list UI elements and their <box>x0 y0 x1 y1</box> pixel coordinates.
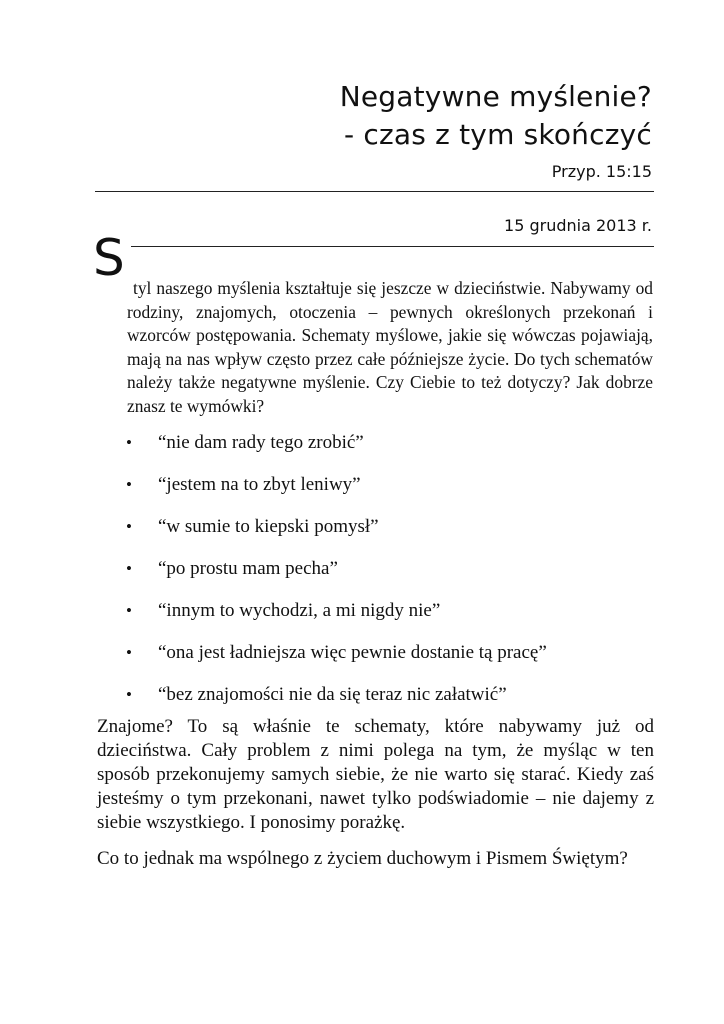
list-item-text: “bez znajomości nie da się teraz nic załatwić” <box>158 684 507 705</box>
article-title-line-1: Negatywne myślenie? <box>339 80 652 113</box>
bullet-icon: • <box>126 559 132 578</box>
article-date: 15 grudnia 2013 r. <box>504 216 652 235</box>
list-item <box>0 470 724 500</box>
bullet-icon: • <box>126 475 132 494</box>
list-item <box>0 512 724 542</box>
bullet-icon: • <box>126 685 132 704</box>
list-item <box>0 638 724 668</box>
list-item-text: “innym to wychodzi, a mi nigdy nie” <box>158 600 441 621</box>
bullet-icon: • <box>126 517 132 536</box>
bullet-icon: • <box>126 643 132 662</box>
scripture-reference: Przyp. 15:15 <box>551 162 652 181</box>
list-item-text: “jestem na to zbyt leniwy” <box>158 474 361 495</box>
list-item-text: “po prostu mam pecha” <box>158 558 338 579</box>
drop-cap-rule <box>131 246 654 247</box>
body-paragraph-1: Znajome? To są właśnie te schematy, które nabywamy już od dzieciństwa. Cały problem z nimi polega na tym, że myśląc w ten sposób przekonujemy samych siebie, że nie warto się starać. Kiedy zaś jesteśmy o tym przekonani, nawet tylko podświadomie – nie dajemy z siebie wszystkiego. I ponosimy porażkę. <box>97 716 654 833</box>
list-item-text: “w sumie to kiepski pomysł” <box>158 516 379 537</box>
drop-cap-letter: S <box>93 229 125 287</box>
bullet-icon: • <box>126 433 132 452</box>
body-paragraph-2: Co to jednak ma wspólnego z życiem duchowym i Pismem Świętym? <box>97 848 628 869</box>
list-item <box>0 554 724 584</box>
list-item-text: “ona jest ładniejsza więc pewnie dostanie tą pracę” <box>158 642 547 663</box>
list-item <box>0 428 724 458</box>
bullet-icon: • <box>126 601 132 620</box>
article-title-line-2: - czas z tym skończyć <box>343 118 652 151</box>
list-item <box>0 596 724 626</box>
intro-paragraph <box>127 277 653 419</box>
list-item-text: “nie dam rady tego zrobić” <box>158 432 364 453</box>
header-divider <box>95 191 654 192</box>
list-item <box>0 680 724 710</box>
intro-text: tyl naszego myślenia kształtuje się jeszcze w dzieciństwie. Nabywamy od rodziny, znajomych, otoczenia – pewnych określonych przekonań i wzorców postępowania. Schematy myślowe, jakie się wówczas pojawiają, mają na nas wpływ często przez całe późniejsze życie. Do tych schematów należy także negatywne myślenie. Czy Ciebie to też dotyczy? Jak dobrze znasz te wymówki? <box>127 278 653 416</box>
